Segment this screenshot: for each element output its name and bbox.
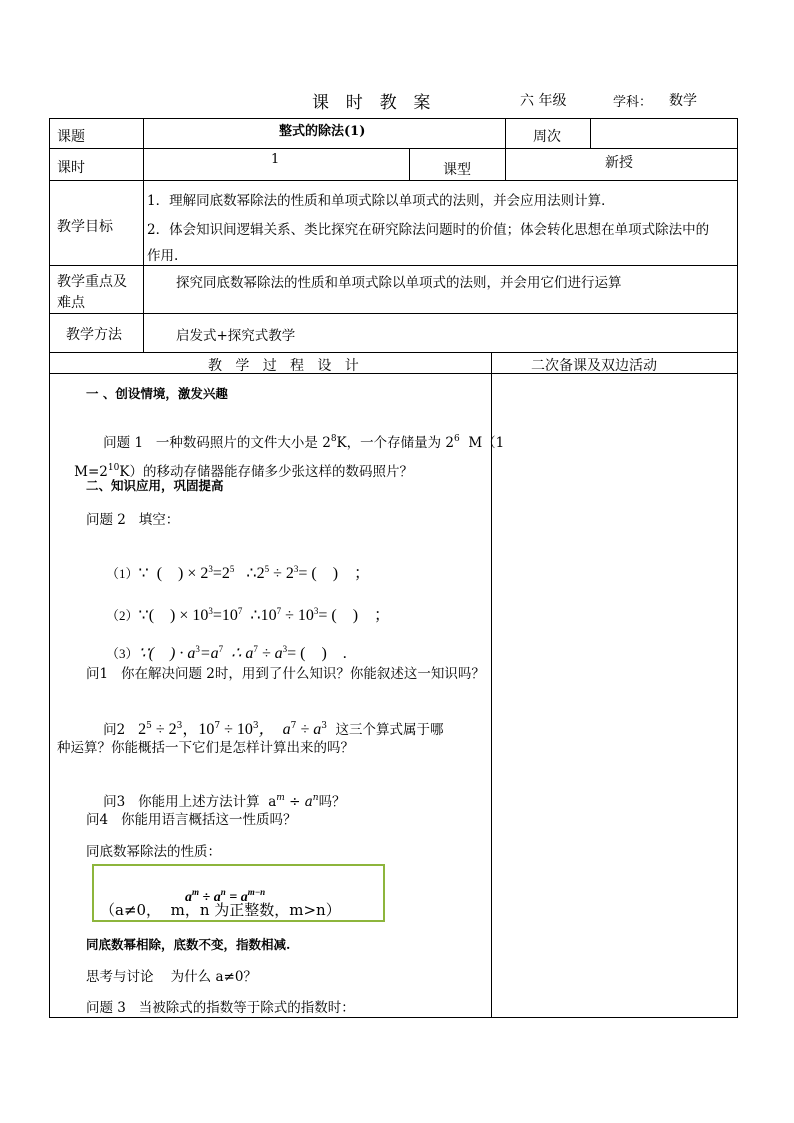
rule-text: 同底数幂相除，底数不变，指数相减. bbox=[86, 937, 291, 952]
section-1-title: 一 、创设情境，激发兴趣 bbox=[86, 386, 228, 401]
goals-label: 教学目标 bbox=[57, 219, 113, 235]
hours-label: 课时 bbox=[57, 160, 85, 176]
method-value: 启发式+探究式教学 bbox=[176, 328, 296, 344]
week-label: 周次 bbox=[533, 129, 561, 145]
ask-3: 问3 你能用上述方法计算 $a^m \div a^n$吗？ bbox=[103, 793, 346, 810]
type-value: 新授 bbox=[605, 155, 633, 171]
type-label: 课型 bbox=[443, 162, 471, 178]
section-2-title: 二、知识应用，巩固提高 bbox=[86, 478, 224, 493]
page-header bbox=[0, 88, 794, 113]
ask-1: 问1 你在解决问题 2时，用到了什么知识？你能叙述这一知识吗？ bbox=[86, 666, 485, 682]
keypoints-value: 探究同底数幂除法的性质和单项式除以单项式的法则，并会用它们进行运算 bbox=[176, 275, 622, 291]
ask-2-line-1: 问2 $2^5 \div 2^3$，$10^7 \div 10^3$， $a^7 \div a^3$ 这三个算式属于哪 bbox=[103, 721, 444, 738]
grade-label: 六 年级 bbox=[520, 93, 567, 109]
formula-line-2: （a≠0， m，n 为正整数，m>n） bbox=[100, 901, 341, 919]
goal-line-1: 1．理解同底数幂除法的性质和单项式除以单项式的法则，并会应用法则计算． bbox=[147, 193, 615, 209]
goal-line-3: 作用. bbox=[147, 248, 179, 264]
keypoints-label-1: 教学重点及 bbox=[57, 274, 127, 290]
goal-line-2: 2．体会知识间逻辑关系、类比探究在研究除法问题时的价值；体会转化思想在单项式除法中的 bbox=[147, 222, 710, 238]
fill-blank-1: （1）∵ ( ) × $2^3=2^5$ $\therefore 2^5 \div 2^3=$ ( ) ； bbox=[106, 564, 371, 582]
question-1-line-2: $M=2^{10}K$）的移动存储器能存储多少张这样的数码照片？ bbox=[74, 463, 413, 480]
hours-value: 1 bbox=[271, 152, 280, 167]
process-header: 教 学 过 程 设 计 bbox=[208, 358, 359, 374]
topic-label: 课题 bbox=[57, 129, 85, 145]
question-2: 问题 2 填空： bbox=[86, 512, 180, 528]
question-1-line-1: 问题 1 一种数码照片的文件大小是 $2^8K$，一个存储量为 $2^6$ M（1 bbox=[103, 434, 505, 451]
page-title: 课 时 教 案 bbox=[312, 93, 433, 113]
ask-4: 问4 你能用语言概括这一性质吗？ bbox=[86, 812, 297, 828]
question-3: 问题 3 当被除式的指数等于除式的指数时： bbox=[86, 1000, 355, 1016]
subject-label: 学科： bbox=[613, 95, 653, 110]
topic-value: 整式的除法(1) bbox=[279, 124, 366, 139]
subject-value: 数学 bbox=[669, 93, 697, 109]
formula-line-1: $a^m \div a^n = a^{m-n}$ bbox=[185, 887, 266, 905]
ask-2-line-2: 种运算？你能概括一下它们是怎样计算出来的吗？ bbox=[57, 740, 354, 756]
fill-blank-3: （3）∵( ) · $a^3=a^7$ ∴ $a^7 \div a^3=$ ( ) . bbox=[106, 644, 347, 662]
keypoints-label-2: 难点 bbox=[57, 295, 85, 311]
think-discuss: 思考与讨论 为什么 a≠0？ bbox=[86, 969, 257, 985]
formula-box bbox=[92, 864, 385, 922]
notes-header: 二次备课及双边活动 bbox=[531, 358, 657, 374]
property-label: 同底数幂除法的性质： bbox=[86, 844, 221, 860]
fill-blank-2: （2）∵( ) × $10^3=10^7$ $\therefore 10^7 \div 10^3=$ ( ) ； bbox=[106, 606, 391, 624]
method-label: 教学方法 bbox=[66, 327, 122, 343]
